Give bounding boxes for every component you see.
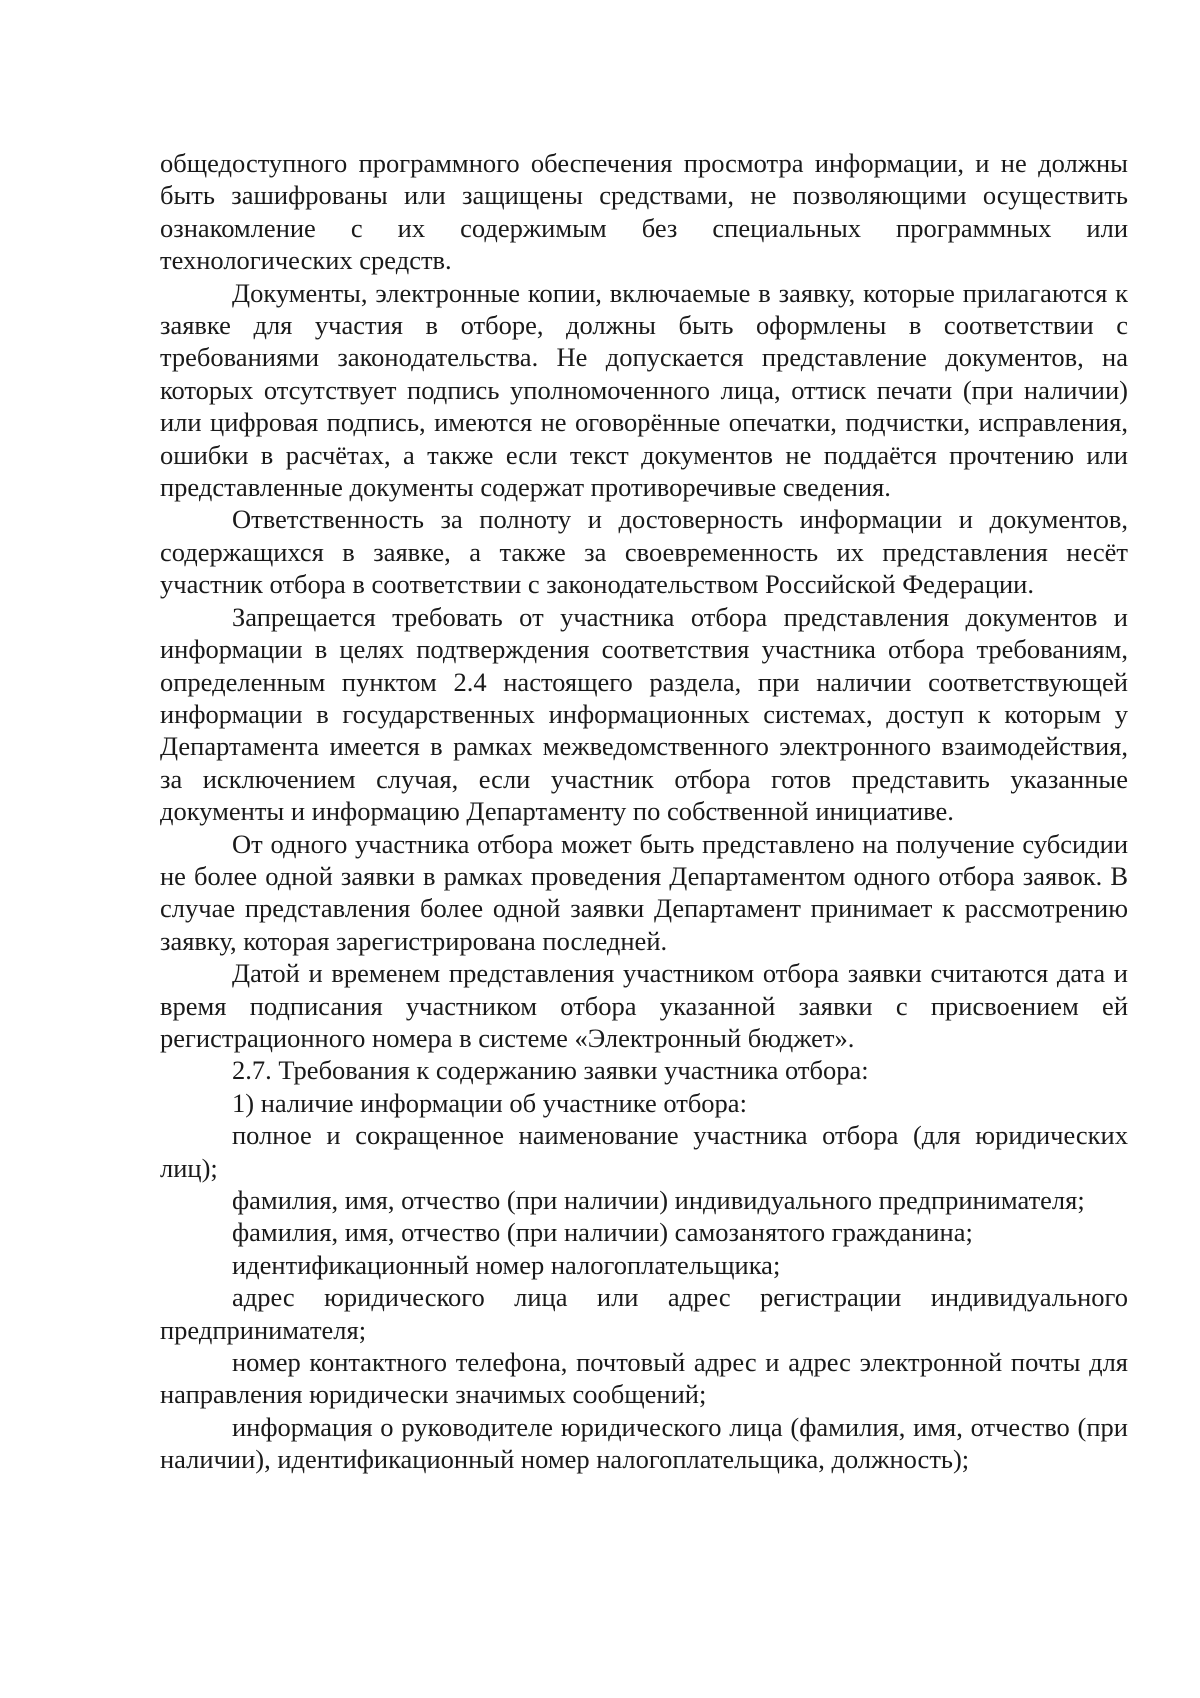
paragraph-1: общедоступного программного обеспечения просмотра информации, и не должны быть зашифрованы или защищены средствами, не позволяющими осуществить ознакомление с их содержимым без специальных программных или технологических средств. xyxy=(160,148,1128,276)
section-heading-2-7: 2.7. Требования к содержанию заявки участника отбора: xyxy=(232,1055,869,1086)
document-body xyxy=(160,147,1128,1476)
requirement-item: фамилия, имя, отчество (при наличии) индивидуального предпринимателя; xyxy=(232,1185,1085,1215)
requirement-item: информация о руководителе юридического лица (фамилия, имя, отчество (при наличии), идентификационный номер налогоплательщика, должность); xyxy=(160,1411,1128,1475)
requirement-item: адрес юридического лица или адрес регистрации индивидуального предпринимателя; xyxy=(160,1282,1128,1345)
paragraph-4: Запрещается требовать от участника отбора представления документов и информации в целях подтверждения соответствия участника отбора требованиям, определенным пунктом 2.4 настоящего раздела, при наличии соответствующей информации в государственных информационных системах, доступ к которым у Департамента имеется в рамках межведомственного электронного взаимодействия, за исключением случая, если участник отбора готов представить указанные документы и информацию Департаменту по собственной инициативе. xyxy=(160,601,1128,827)
paragraph-2: Документы, электронные копии, включаемые в заявку, которые прилагаются к заявке для участия в отборе, должны быть оформлены в соответствии с требованиями законодательства. Не допускается представление документов, на которых отсутствует подпись уполномоченного лица, оттиск печати (при наличии) или цифровая подпись, имеются не оговорённые опечатки, подчистки, исправления, ошибки в расчётах, а также если текст документов не поддаётся прочтению или представленные документы содержат противоречивые сведения. xyxy=(160,277,1128,503)
paragraph-3: Ответственность за полноту и достоверность информации и документов, содержащихся в заявке, а также за своевременность их представления несёт участник отбора в соответствии с законодательством Российской Федерации. xyxy=(160,504,1128,600)
requirement-item: номер контактного телефона, почтовый адрес и адрес электронной почты для направления юридически значимых сообщений; xyxy=(160,1347,1128,1410)
requirement-item: идентификационный номер налогоплательщика; xyxy=(232,1249,781,1280)
paragraph-6: Датой и временем представления участником отбора заявки считаются дата и время подписания участником отбора указанной заявки с присвоением ей регистрационного номера в системе «Электронный бюджет». xyxy=(160,958,1128,1053)
requirement-item: фамилия, имя, отчество (при наличии) самозанятого гражданина; xyxy=(232,1217,973,1248)
list-item-1: 1) наличие информации об участнике отбора: xyxy=(232,1087,747,1118)
requirement-item: полное и сокращенное наименование участника отбора (для юридических лиц); xyxy=(160,1120,1128,1183)
paragraph-5: От одного участника отбора может быть представлено на получение субсидии не более одной заявки в рамках проведения Департаментом одного отбора заявок. В случае представления более одной заявки Департамент принимает к рассмотрению заявку, которая зарегистрирована последней. xyxy=(160,828,1128,956)
